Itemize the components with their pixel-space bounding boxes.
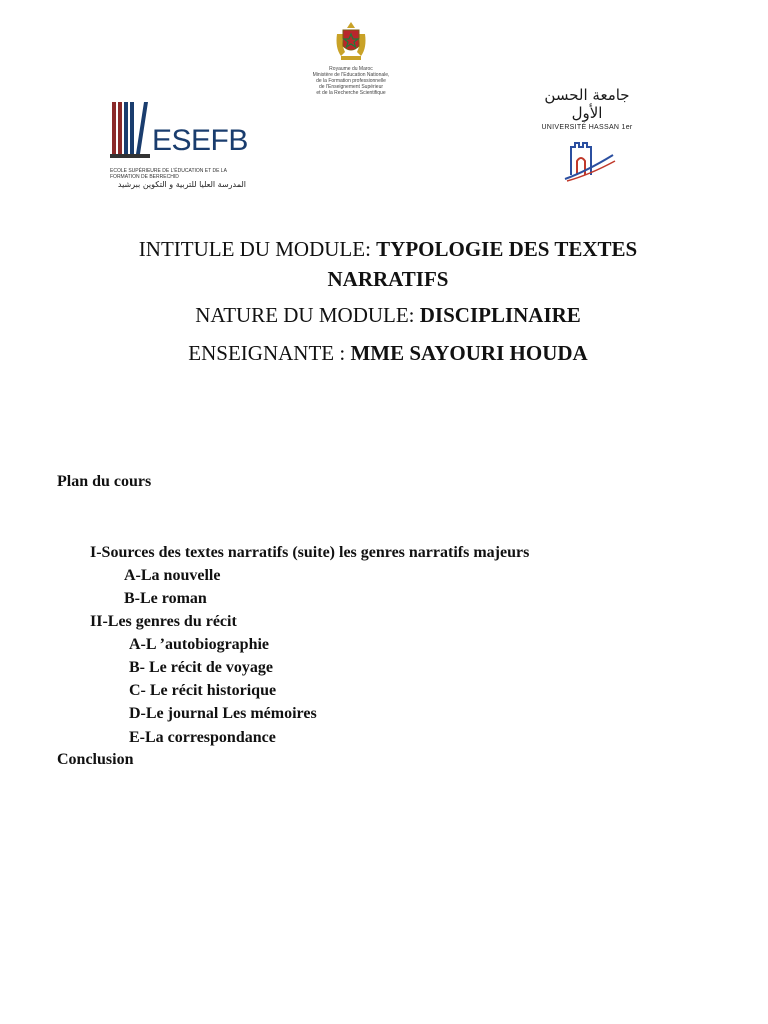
plan-item: Conclusion	[57, 751, 134, 768]
ministry-line: de l'Enseignement Supérieur	[318, 84, 384, 90]
module-nature	[100, 300, 676, 330]
module-title-label: INTITULE DU MODULE:	[138, 237, 377, 261]
tower-icon	[557, 135, 617, 183]
ministry-line: de la Formation professionnelle	[316, 78, 386, 84]
module-teacher-value: MME SAYOURI HOUDA	[350, 341, 588, 365]
plan-item: D-Le journal Les mémoires	[129, 705, 317, 722]
plan-item: A-L ’autobiographie	[129, 636, 270, 653]
university-logo	[538, 86, 636, 178]
module-title	[100, 234, 676, 294]
esefb-logo	[108, 100, 248, 195]
plan-item: II-Les genres du récit	[90, 613, 237, 630]
plan-item: E-La correspondance	[129, 729, 276, 746]
plan-item: A-La nouvelle	[124, 567, 221, 584]
esefb-subtitle-ar: المدرسة العليا للتربية و التكوين ببرشيد	[117, 180, 246, 189]
module-title-value: TYPOLOGIE DES TEXTES NARRATIFS	[327, 237, 638, 291]
module-nature-value: DISCIPLINAIRE	[419, 303, 581, 327]
ministry-line: Royaume du Maroc	[329, 66, 373, 72]
ministry-logo	[296, 20, 406, 110]
books-icon	[110, 100, 150, 160]
plan-item: B- Le récit de voyage	[129, 659, 273, 676]
plan-item: B-Le roman	[124, 590, 207, 607]
coat-of-arms-icon	[331, 20, 371, 64]
plan-title: Plan du cours	[57, 473, 152, 490]
esefb-name: ESEFB	[152, 124, 248, 157]
esefb-subtitle-fr: ECOLE SUPÉRIEURE DE L'ÉDUCATION ET DE LA FORMATION DE BERRECHID	[110, 168, 227, 180]
ministry-line: et de la Recherche Scientifique	[316, 90, 386, 96]
plan-item: I-Sources des textes narratifs (suite) les genres narratifs majeurs	[90, 544, 530, 561]
module-nature-label: NATURE DU MODULE:	[195, 303, 420, 327]
module-teacher-label: ENSEIGNANTE :	[188, 341, 351, 365]
university-name-ar: جامعة الحسن الأول	[544, 86, 630, 122]
university-name-fr: UNIVERSITÉ HASSAN 1er	[541, 124, 633, 131]
ministry-line: Ministère de l'Education Nationale,	[312, 72, 390, 78]
plan-item: C- Le récit historique	[129, 682, 277, 699]
module-teacher	[100, 338, 676, 368]
